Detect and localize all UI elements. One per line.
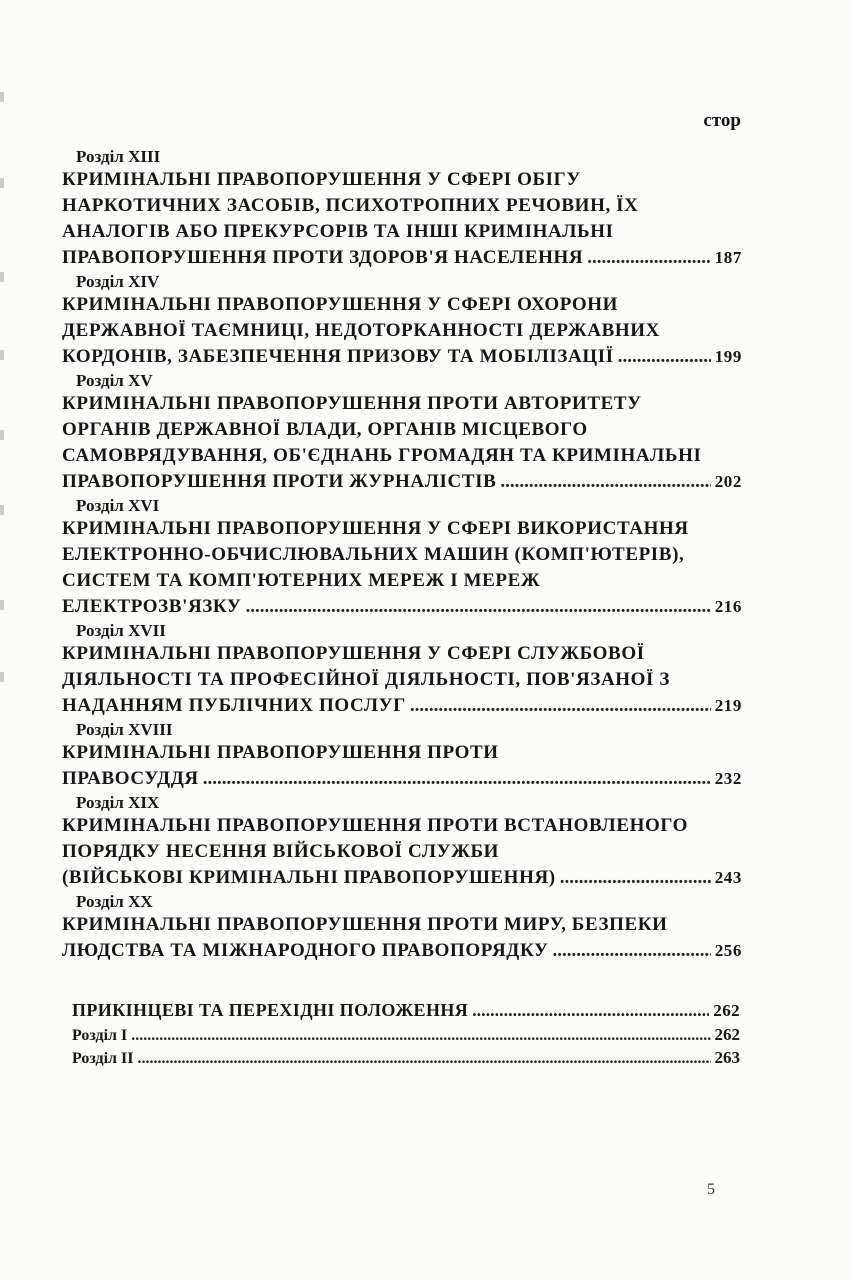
scan-margin-mark xyxy=(0,92,4,102)
section-title-line: САМОВРЯДУВАННЯ, ОБ'ЄДНАНЬ ГРОМАДЯН ТА КРИМІНАЛЬНІ xyxy=(62,445,702,466)
section-label: Розділ XV xyxy=(76,371,153,390)
section-title-line: КРИМІНАЛЬНІ ПРАВОПОРУШЕННЯ У СФЕРІ ВИКОРИСТАННЯ xyxy=(62,518,689,539)
page-number: 262 xyxy=(714,1025,740,1044)
section-title-line: ДІЯЛЬНОСТІ ТА ПРОФЕСІЙНОЇ ДІЯЛЬНОСТІ, ПОВ'ЯЗАНОЇ З xyxy=(62,669,670,690)
section-title-last-line xyxy=(62,693,742,719)
section-title xyxy=(62,292,742,370)
section-title xyxy=(62,740,742,792)
page-number: 219 xyxy=(714,696,742,715)
section-title xyxy=(62,516,742,620)
final-provisions-title: ПРИКІНЦЕВІ ТА ПЕРЕХІДНІ ПОЛОЖЕННЯ xyxy=(72,1000,469,1020)
dot-leader xyxy=(203,766,711,792)
section-title-line: КРИМІНАЛЬНІ ПРАВОПОРУШЕННЯ ПРОТИ МИРУ, БЕЗПЕКИ xyxy=(62,914,668,935)
section-title-line: ПРАВОПОРУШЕННЯ ПРОТИ ЖУРНАЛІСТІВ xyxy=(62,471,497,492)
dot-leader xyxy=(500,469,710,495)
dot-leader xyxy=(131,1025,710,1047)
section-label: Розділ XVII xyxy=(76,621,166,640)
page-number: 232 xyxy=(714,769,742,788)
section-title-line: КОРДОНІВ, ЗАБЕЗПЕЧЕННЯ ПРИЗОВУ ТА МОБІЛІЗАЦІЇ xyxy=(62,346,614,367)
section-title xyxy=(62,167,742,271)
page-number: 187 xyxy=(714,248,742,267)
toc-section[interactable] xyxy=(62,271,742,370)
scan-margin-mark xyxy=(0,272,4,282)
scan-margin-mark xyxy=(0,178,4,188)
section-title-last-line xyxy=(62,245,742,271)
section-title xyxy=(62,391,742,495)
section-title-line: ЕЛЕКТРОЗВ'ЯЗКУ xyxy=(62,596,242,617)
page-number: 263 xyxy=(714,1048,740,1067)
page-number: 199 xyxy=(714,347,742,366)
section-title-line: ЛЮДСТВА ТА МІЖНАРОДНОГО ПРАВОПОРЯДКУ xyxy=(62,940,549,961)
toc-section[interactable] xyxy=(62,495,742,620)
section-title-line: КРИМІНАЛЬНІ ПРАВОПОРУШЕННЯ ПРОТИ ВСТАНОВЛЕНОГО xyxy=(62,815,688,836)
dot-leader xyxy=(245,594,710,620)
final-provisions-subentry[interactable] xyxy=(72,1047,740,1070)
dot-leader xyxy=(618,344,711,370)
toc-section[interactable] xyxy=(62,146,742,271)
section-title-line: КРИМІНАЛЬНІ ПРАВОПОРУШЕННЯ ПРОТИ xyxy=(62,742,499,763)
section-title-line: КРИМІНАЛЬНІ ПРАВОПОРУШЕННЯ У СФЕРІ ОБІГУ xyxy=(62,169,581,190)
dot-leader xyxy=(553,938,711,964)
page-number: 256 xyxy=(714,941,742,960)
section-title xyxy=(62,813,742,891)
final-provisions-block xyxy=(72,997,740,1070)
section-title-last-line xyxy=(62,469,742,495)
subsection-label: Розділ II xyxy=(72,1050,134,1067)
dot-leader xyxy=(410,693,711,719)
table-of-contents xyxy=(62,146,742,964)
page-number: 216 xyxy=(714,597,742,616)
section-label: Розділ XIV xyxy=(76,272,160,291)
dot-leader xyxy=(560,865,711,891)
final-provisions-entry[interactable] xyxy=(72,997,740,1024)
section-title-line: ПРАВОСУДДЯ xyxy=(62,768,199,789)
section-label: Розділ XVI xyxy=(76,496,160,515)
section-title-line: НАДАННЯМ ПУБЛІЧНИХ ПОСЛУГ xyxy=(62,695,406,716)
section-title-line: (ВІЙСЬКОВІ КРИМІНАЛЬНІ ПРАВОПОРУШЕННЯ) xyxy=(62,867,556,888)
section-label: Розділ XVIII xyxy=(76,720,173,739)
final-provisions-subentry[interactable] xyxy=(72,1024,740,1047)
section-title-last-line xyxy=(62,594,742,620)
toc-section[interactable] xyxy=(62,719,742,792)
scan-margin-mark xyxy=(0,672,4,682)
page-number: 202 xyxy=(714,472,742,491)
scan-margin-mark xyxy=(0,350,4,360)
toc-section[interactable] xyxy=(62,370,742,495)
section-label: Розділ XX xyxy=(76,892,153,911)
section-title-last-line xyxy=(62,938,742,964)
section-title-line: ОРГАНІВ ДЕРЖАВНОЇ ВЛАДИ, ОРГАНІВ МІСЦЕВОГО xyxy=(62,419,588,440)
section-title-last-line xyxy=(62,865,742,891)
section-title-line: ПРАВОПОРУШЕННЯ ПРОТИ ЗДОРОВ'Я НАСЕЛЕННЯ xyxy=(62,247,584,268)
page-column-heading: стор xyxy=(703,110,741,131)
toc-section[interactable] xyxy=(62,891,742,964)
section-title-line: ПОРЯДКУ НЕСЕННЯ ВІЙСЬКОВОЇ СЛУЖБИ xyxy=(62,841,500,862)
section-title-line: АНАЛОГІВ АБО ПРЕКУРСОРІВ ТА ІНШІ КРИМІНАЛЬНІ xyxy=(62,221,614,242)
section-title xyxy=(62,912,742,964)
dot-leader xyxy=(137,1048,710,1070)
toc-section[interactable] xyxy=(62,620,742,719)
dot-leader xyxy=(472,997,709,1023)
section-title-line: КРИМІНАЛЬНІ ПРАВОПОРУШЕННЯ У СФЕРІ ОХОРОНИ xyxy=(62,294,618,315)
section-title-line: ДЕРЖАВНОЇ ТАЄМНИЦІ, НЕДОТОРКАННОСТІ ДЕРЖАВНИХ xyxy=(62,320,660,341)
section-title-line: КРИМІНАЛЬНІ ПРАВОПОРУШЕННЯ ПРОТИ АВТОРИТЕТУ xyxy=(62,393,642,414)
section-title-line: СИСТЕМ ТА КОМП'ЮТЕРНИХ МЕРЕЖ І МЕРЕЖ xyxy=(62,570,541,591)
page-number: 243 xyxy=(714,868,742,887)
section-label: Розділ XIII xyxy=(76,147,161,166)
page-number: 262 xyxy=(713,1001,740,1020)
section-label: Розділ XIX xyxy=(76,793,160,812)
section-title-line: КРИМІНАЛЬНІ ПРАВОПОРУШЕННЯ У СФЕРІ СЛУЖБОВОЇ xyxy=(62,643,645,664)
section-title-line: ЕЛЕКТРОННО-ОБЧИСЛЮВАЛЬНИХ МАШИН (КОМП'ЮТЕРІВ), xyxy=(62,544,685,565)
scan-margin-mark xyxy=(0,600,4,610)
section-title-line: НАРКОТИЧНИХ ЗАСОБІВ, ПСИХОТРОПНИХ РЕЧОВИН, ЇХ xyxy=(62,195,639,216)
scan-margin-mark xyxy=(0,505,4,515)
subsection-label: Розділ I xyxy=(72,1027,128,1044)
folio-page-number: 5 xyxy=(707,1181,715,1198)
section-title-last-line xyxy=(62,766,742,792)
section-title-last-line xyxy=(62,344,742,370)
toc-section[interactable] xyxy=(62,792,742,891)
section-title xyxy=(62,641,742,719)
scan-margin-mark xyxy=(0,430,4,440)
dot-leader xyxy=(587,245,710,271)
